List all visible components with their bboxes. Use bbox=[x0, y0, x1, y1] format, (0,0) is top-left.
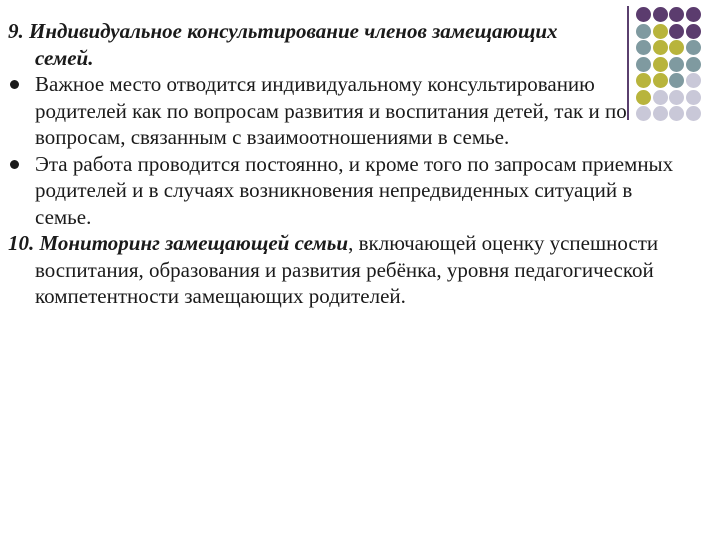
slide-content bbox=[8, 18, 688, 310]
bullet-dot-icon bbox=[10, 160, 19, 169]
section-9-heading-line1: 9. Индивидуальное консультирование членов замещающих bbox=[8, 19, 558, 43]
section-9-heading bbox=[8, 18, 688, 71]
bullet-marker bbox=[8, 151, 35, 178]
bullet-1-text: Важное место отводится индивидуальному консультированию родителей как по вопросам развития и воспитания детей, так и по вопросам, связанным с взаимоотношениями в семье. bbox=[35, 72, 627, 149]
section-9-heading-line2: семей. bbox=[35, 45, 94, 70]
bullet-item-1 bbox=[8, 71, 688, 151]
section-10-heading: 10. Мониторинг замещающей семьи bbox=[8, 231, 349, 255]
section-10-body: , включающей оценку успешности воспитания, образования и развития ребёнка, уровня педагогической компетентности замещающих родителей. bbox=[35, 231, 659, 308]
bullet-marker bbox=[8, 71, 35, 98]
section-10 bbox=[8, 230, 688, 310]
bullet-2-text: Эта работа проводится постоянно, и кроме того по запросам приемных родителей и в случаях возникновения непредвиденных ситуаций в семье. bbox=[35, 151, 674, 229]
bullet-item-2 bbox=[8, 151, 688, 231]
bullet-dot-icon bbox=[10, 80, 19, 89]
